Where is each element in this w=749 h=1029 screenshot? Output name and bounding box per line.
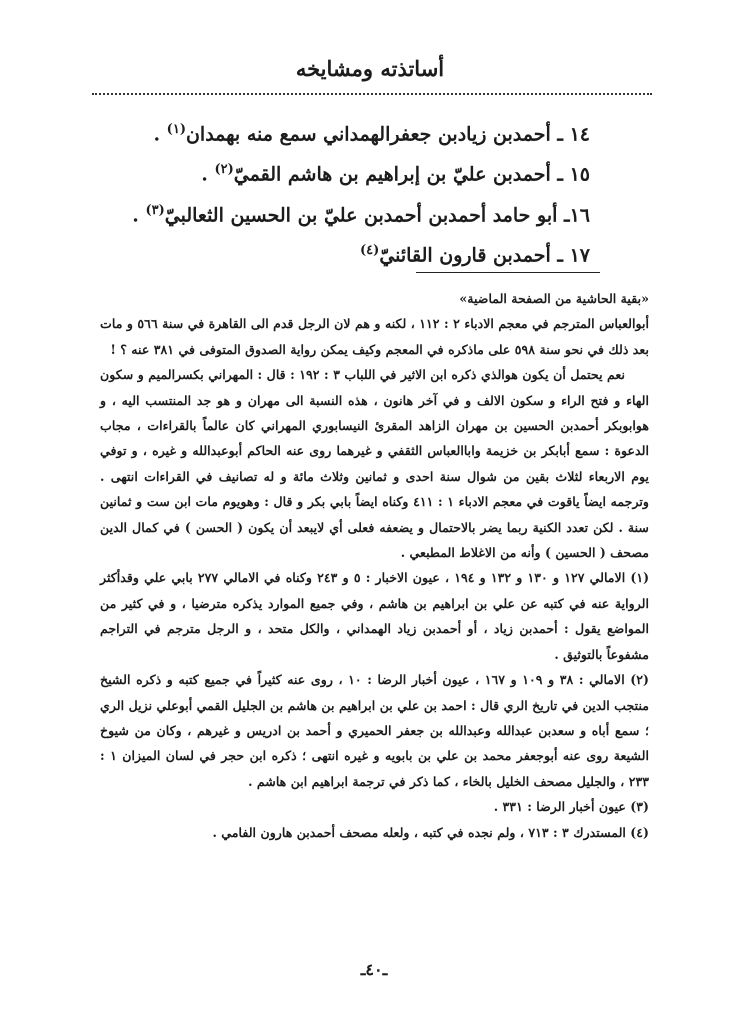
continuation-paragraph: أبوالعباس المترجم في معجم الادباء ٢ : ١١٢ ، لكنه و هم لان الرجل قدم الى القاهرة في سنة ٥٦٦ و مات بعد ذلك في نحو سنة ٥٩٨ على ماذكره في المعجم وكيف يمكن رواية الصدوق المتوفى في ٣٨١ عنه ؟ ! [100, 316, 649, 357]
page-number: ـ٤٠ـ [360, 960, 388, 979]
footnote-marker: (٤) [360, 242, 380, 258]
entry-text: ١٥ ـ أحمدبن عليّ بن إبراهيم بن هاشم القميّ [233, 163, 590, 186]
continuation-paragraph: نعم يحتمل أن يكون هوالذي ذكره ابن الاثير في اللباب ٣ : ١٩٢ : قال : المهراني بكسرالميم و سكون الهاء و فتح الراء و سكون الالف و في آخر هانون ، هذه النسبة الى مهران و هو جد المنتسب اليه ، و هوابوبكر أحمدبن الحسين بن مهران الزاهد المقرئ النيسابوري المهراني كان عالماً بالقراءات ، مجاب الدعوة : سمع أبابكر بن خزيمة واباالعباس الثقفي و غيرهما روى عنه الحاكم أبوعبدالله و غيره ، و توفي يوم الاربعاء لثلاث بقين من شوال سنة احدى و ثمانين وثلاث مائة و له تصانيف في القراءات انتهى . وترجمه ايضاً ياقوت في معجم الادباء ١ : ٤١١ وكناه ايضاً بابي بكر و قال : وهويوم مات ابن ست و ثمانين سنة . لكن تعدد الكنية ربما يضر بالاحتمال و يضعفه فعلى أي لايبعد أن يكون ( الحسن ) في كمال الدين مصحف ( الحسين ) وأنه من الاغلاط المطبعي . [100, 367, 649, 561]
teachers-list [132, 112, 590, 273]
header-dotted-rule [92, 93, 652, 95]
entry-text: ١٦ـ أبو حامد أحمدبن أحمدبن عليّ بن الحسين الثعالبيّ [164, 203, 590, 226]
list-item [150, 233, 590, 273]
entry-tail: . [132, 203, 146, 226]
entry-text: ١٧ ـ أحمدبن قارون القائنيّ [379, 244, 590, 267]
list-item [150, 112, 590, 152]
entry-tail: . [153, 123, 167, 146]
footnote-marker: (٢) [214, 162, 234, 178]
footnote-marker: (٣) [145, 202, 165, 218]
footnote-separator [416, 272, 600, 273]
page-header-title: أساتذته ومشايخه [295, 56, 445, 81]
continuation-title: «بقية الحاشية من الصفحة الماضية» [459, 291, 649, 306]
footnote-2: (٢) الامالي : ٣٨ و ١٠٩ و ١٦٧ ، عيون أخبار الرضا : ١٠ ، روى عنه كثيراً في جميع كتبه و ذكره الشيخ منتجب الدين في تاريخ الري قال : احمد بن علي بن ابراهيم بن هاشم بن الجليل القمي أبوعلي نزيل الري ؛ سمع أباه و سعدبن عبدالله وعبدالله بن جعفر الحميري و أحمد بن ادريس و غيرهم ، وكان من شيوخ الشيعة روى عنه أبوجعفر محمد بن علي بن بابويه و غيره انتهى ؛ ذكره ابن حجر في لسان الميزان ١ : ٢٣٣ ، والجليل مصحف الخليل بالخاء ، كما ذكر في ترجمة ابراهيم ابن هاشم . [100, 672, 649, 789]
footnote-3: (٣) عيون أخبار الرضا : ٣٣١ . [493, 799, 649, 815]
entry-tail: . [201, 163, 215, 186]
footnotes-section [100, 286, 649, 845]
footnote-marker: (١) [166, 122, 186, 137]
list-item [150, 152, 590, 192]
list-item [132, 193, 590, 233]
footnote-1: (١) الامالي ١٢٧ و ١٣٠ و ١٣٢ و ١٩٤ ، عيون الاخبار : ٥ و ٢٤٣ وكناه في الامالي ٢٧٧ بابي علي وقدأكثر الرواية عنه في كتبه عن علي بن ابراهيم بن هاشم ، وفي جميع الموارد يذكره مترضيا ، و في كثير من المواضع يقول : أحمدبن زياد ، أو أحمدبن زياد الهمداني ، والكل متحد ، و الرجل مترجم في التراجم مشفوعاً بالتوثيق . [100, 570, 650, 662]
entry-text: ١٤ ـ أحمدبن زيادبن جعفرالهمداني سمع منه بهمدان [185, 123, 590, 146]
footnote-4: (٤) المستدرك ٣ : ٧١٣ ، ولم نجده في كتبه ، ولعله مصحف أحمدبن هارون الفامي . [212, 824, 649, 840]
